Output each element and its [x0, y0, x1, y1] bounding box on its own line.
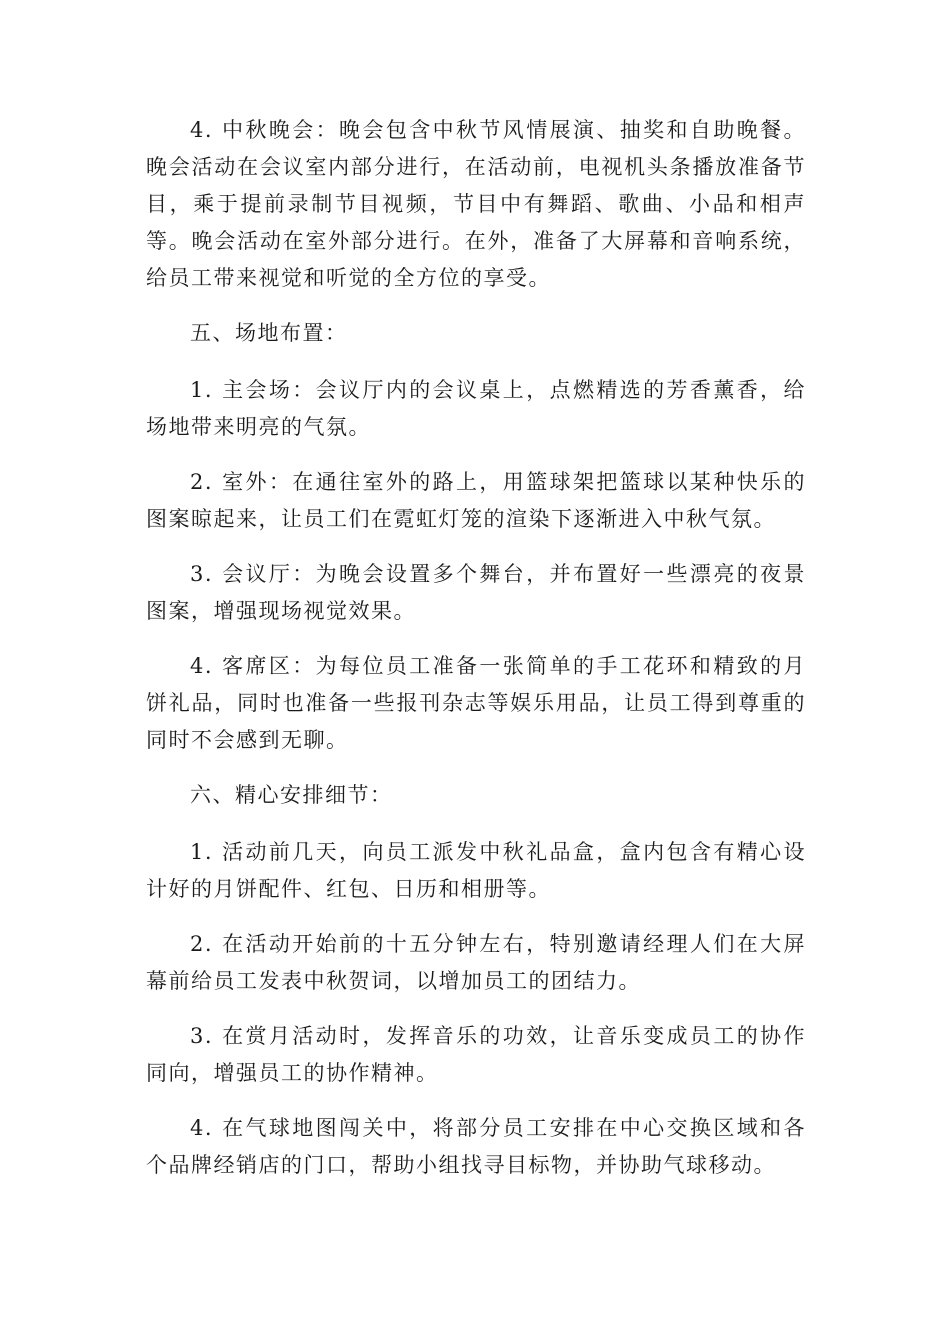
paragraph-balloon-map: 4. 在气球地图闯关中，将部分员工安排在中心交换区域和各个品牌经销店的门口，帮助小组找寻目标物，并协助气球移动。	[146, 1116, 806, 1177]
section-heading-details: 六、精心安排细节：	[190, 783, 393, 807]
paragraph-mid-autumn-gala: 4. 中秋晚会：晚会包含中秋节风情展演、抽奖和自助晚餐。晚会活动在会议室内部分进行，在活动前，电视机头条播放准备节目，乘于提前录制节目视频，节目中有舞蹈、歌曲、小品和相声等。晚会活动在室外部分进行。在外，准备了大屏幕和音响系统，给员工带来视觉和听觉的全方位的享受。	[146, 118, 806, 290]
paragraph-music: 3. 在赏月活动时，发挥音乐的功效，让音乐变成员工的协作同向，增强员工的协作精神。	[146, 1024, 806, 1085]
document-page	[146, 112, 806, 1202]
section-heading-venue-setup: 五、场地布置：	[190, 321, 348, 345]
paragraph-conference-hall: 3. 会议厅：为晚会设置多个舞台，并布置好一些漂亮的夜景图案，增强现场视觉效果。	[146, 562, 806, 623]
paragraph-main-venue: 1. 主会场：会议厅内的会议桌上，点燃精选的芳香薰香，给场地带来明亮的气氛。	[146, 378, 806, 439]
paragraph-outdoor: 2. 室外：在通往室外的路上，用篮球架把篮球以某种快乐的图案晾起来，让员工们在霓虹灯笼的渲染下逐渐进入中秋气氛。	[146, 470, 806, 531]
paragraph-gift-boxes: 1. 活动前几天，向员工派发中秋礼品盒，盒内包含有精心设计好的月饼配件、红包、日历和相册等。	[146, 840, 806, 901]
paragraph-manager-greetings: 2. 在活动开始前的十五分钟左右，特别邀请经理人们在大屏幕前给员工发表中秋贺词，以增加员工的团结力。	[146, 932, 806, 993]
paragraph-guest-area: 4. 客席区：为每位员工准备一张简单的手工花环和精致的月饼礼品，同时也准备一些报刊杂志等娱乐用品，让员工得到尊重的同时不会感到无聊。	[146, 654, 806, 752]
